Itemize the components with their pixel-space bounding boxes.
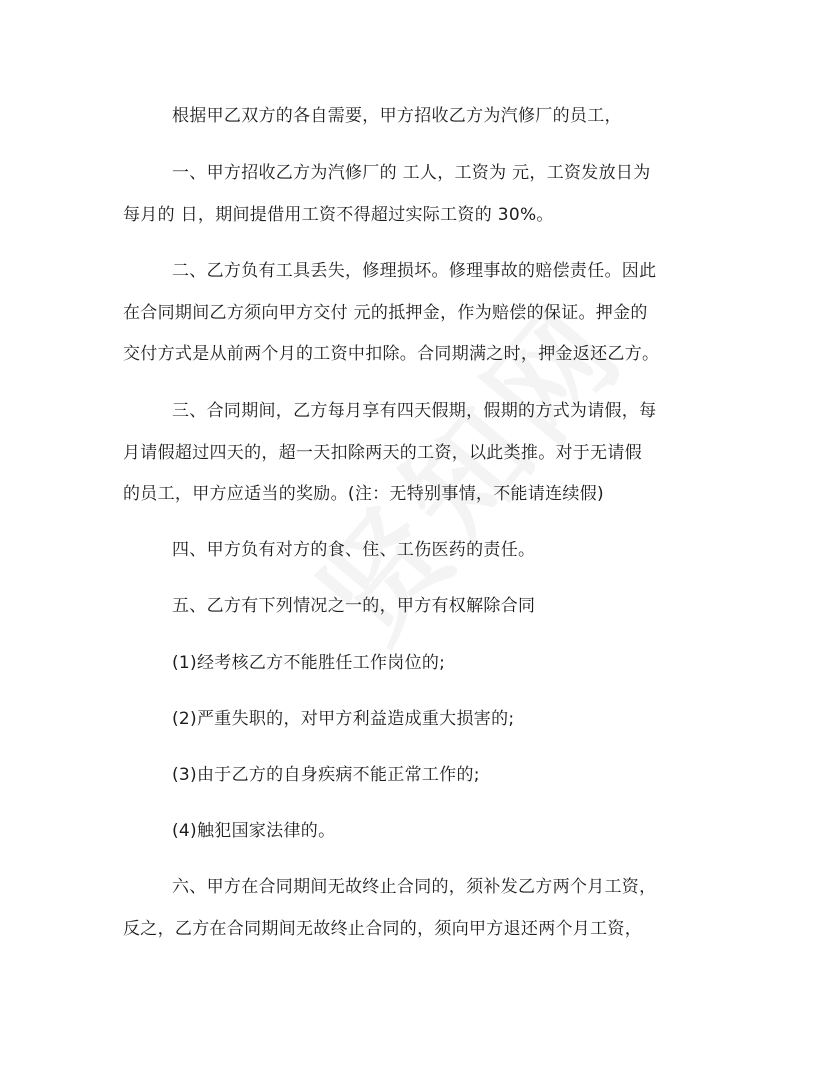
clause-5-item-1: (1)经考核乙方不能胜任工作岗位的; <box>172 653 446 673</box>
clause-5-item-4: (4)触犯国家法律的。 <box>172 821 336 841</box>
clause-3-line-1: 三、合同期间，乙方每月享有四天假期，假期的方式为请假，每 <box>172 401 657 421</box>
clause-6-line-1: 六、甲方在合同期间无故终止合同的，须补发乙方两个月工资， <box>172 877 657 897</box>
clause-3-line-2: 月请假超过四天的，超一天扣除两天的工资，以此类推。对于无请假 <box>123 443 642 463</box>
clause-2-line-1: 二、乙方负有工具丢失，修理损坏。修理事故的赔偿责任。因此 <box>172 261 657 281</box>
clause-4: 四、甲方负有对方的食、住、工伤医药的责任。 <box>172 540 536 560</box>
intro-paragraph: 根据甲乙双方的各自需要，甲方招收乙方为汽修厂的员工， <box>172 106 622 126</box>
clause-3-line-3: 的员工，甲方应适当的奖励。(注：无特别事情，不能请连续假) <box>123 484 604 504</box>
clause-6-line-2: 反之，乙方在合同期间无故终止合同的，须向甲方退还两个月工资， <box>123 919 642 939</box>
clause-2-line-2: 在合同期间乙方须向甲方交付 元的抵押金，作为赔偿的保证。押金的 <box>123 303 648 323</box>
clause-2-line-3: 交付方式是从前两个月的工资中扣除。合同期满之时，押金返还乙方。 <box>123 344 660 364</box>
clause-5-item-2: (2)严重失职的，对甲方利益造成重大损害的; <box>172 709 515 729</box>
clause-1-line-2: 每月的 日，期间提借用工资不得超过实际工资的 30%。 <box>123 205 554 225</box>
clause-5-item-3: (3)由于乙方的自身疾病不能正常工作的; <box>172 765 480 785</box>
clause-5-heading: 五、乙方有下列情况之一的，甲方有权解除合同 <box>172 596 536 616</box>
clause-1-line-1: 一、甲方招收乙方为汽修厂的 工人，工资为 元，工资发放日为 <box>172 163 651 183</box>
